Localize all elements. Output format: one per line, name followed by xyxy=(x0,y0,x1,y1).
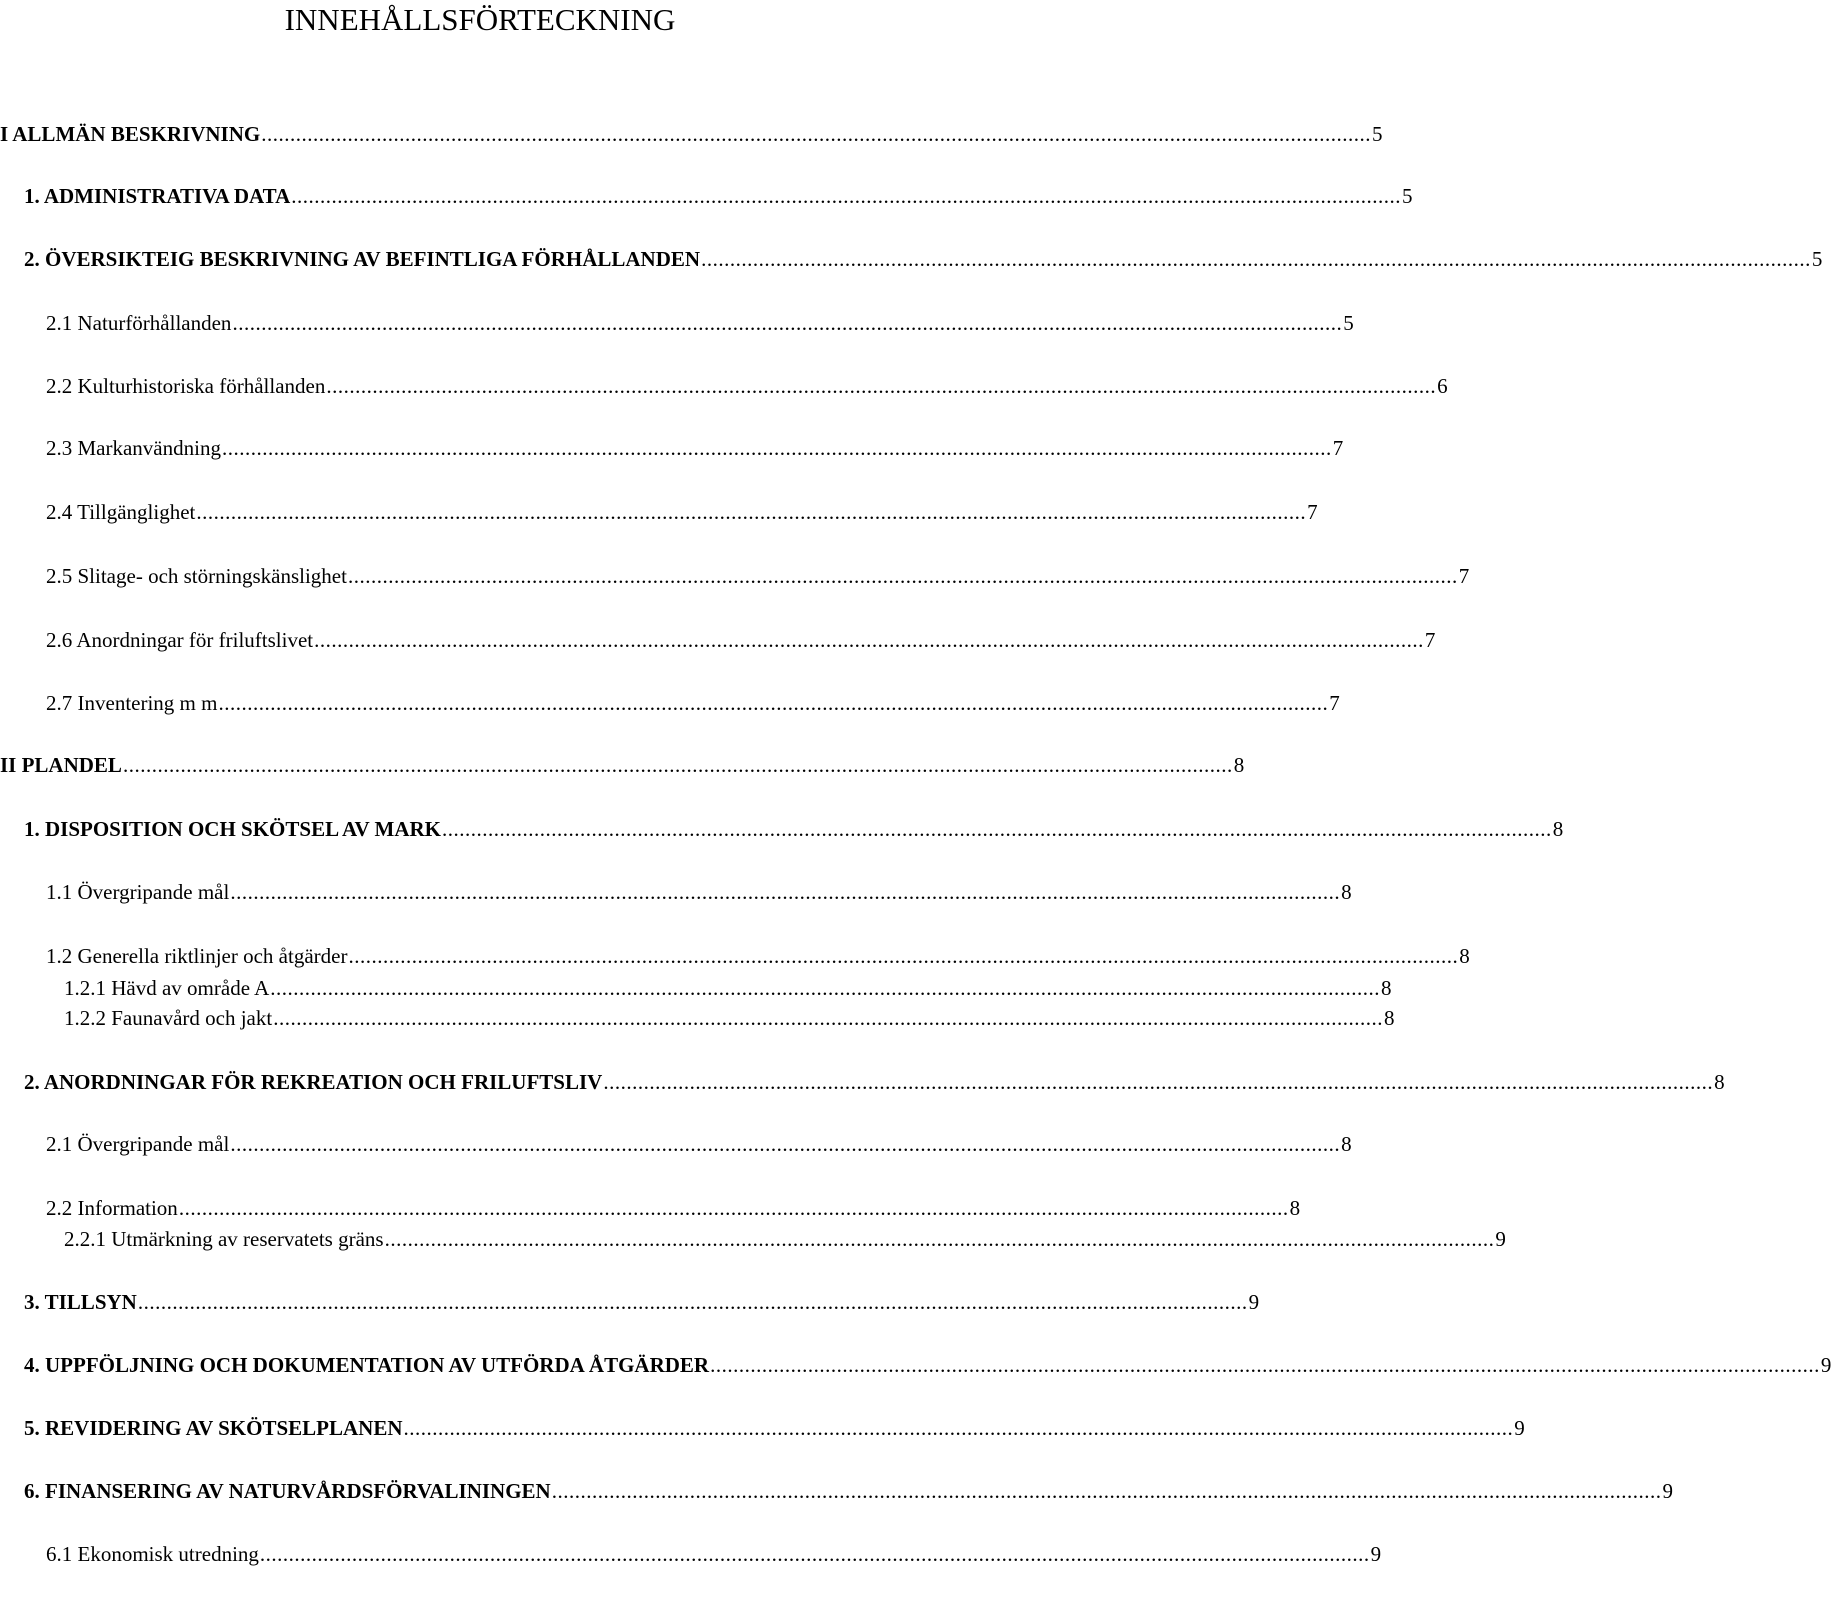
toc-entry-page: 7 xyxy=(1332,436,1344,460)
toc-entry[interactable] xyxy=(46,879,1352,905)
toc-entry-label: 2.2.1 Utmärkning av reservatets gräns xyxy=(64,1227,384,1251)
toc-entry[interactable] xyxy=(46,563,1470,589)
toc-entry[interactable] xyxy=(64,1226,1506,1252)
toc-entry-page: 8 xyxy=(1714,1070,1725,1094)
toc-entry-label: 1. ADMINISTRATIVA DATA xyxy=(24,184,291,208)
toc-entry-label: 2.3 Markanvändning xyxy=(46,436,221,460)
toc-entry-page: 9 xyxy=(1370,1542,1382,1566)
toc-entry-label: 6.1 Ekonomisk utredning xyxy=(46,1542,259,1566)
toc-entry-page: 5 xyxy=(1811,247,1823,271)
toc-entry[interactable] xyxy=(64,975,1392,1001)
toc-entry[interactable] xyxy=(46,373,1448,399)
toc-entry[interactable] xyxy=(24,183,1413,209)
dot-leader: ................................................................................................................................................................................................. xyxy=(442,817,1552,841)
toc-entry-label: II PLANDEL xyxy=(0,753,122,777)
toc-entry-label: 1. DISPOSITION OCH SKÖTSEL AV MARK xyxy=(24,817,442,841)
toc-entry-page: 5 xyxy=(1402,184,1413,208)
toc-entry-label: 2. ANORDNINGAR FÖR REKREATION OCH FRILUFTSLIV xyxy=(24,1070,603,1094)
page-title: INNEHÅLLSFÖRTECKNING xyxy=(284,2,676,37)
toc-entry[interactable] xyxy=(24,1478,1673,1504)
toc-entry[interactable] xyxy=(46,1195,1301,1221)
dot-leader: ................................................................................................................................................................................................. xyxy=(701,247,1811,271)
dot-leader: ................................................................................................................................................................................................. xyxy=(384,1227,1495,1251)
dot-leader: ................................................................................................................................................................................................. xyxy=(178,1196,1289,1220)
dot-leader: ................................................................................................................................................................................................. xyxy=(218,691,1329,715)
toc-entry-label: 2.6 Anordningar för friluftslivet xyxy=(46,628,314,652)
toc-entry[interactable] xyxy=(46,690,1340,716)
toc-entry-label: 2.4 Tillgänglighet xyxy=(46,500,196,524)
dot-leader: ................................................................................................................................................................................................. xyxy=(230,1132,1341,1156)
toc-entry-page: 7 xyxy=(1329,691,1340,715)
dot-leader: ................................................................................................................................................................................................. xyxy=(122,753,1233,777)
toc-entry-label: 1.1 Övergripande mål xyxy=(46,880,230,904)
toc-entry-label: 2.7 Inventering m m xyxy=(46,691,218,715)
toc-entry-page: 8 xyxy=(1341,880,1352,904)
toc-entry[interactable] xyxy=(64,1005,1395,1031)
toc-entry-page: 8 xyxy=(1289,1196,1301,1220)
toc-entry[interactable] xyxy=(46,435,1344,461)
toc-entry[interactable] xyxy=(24,246,1823,272)
toc-entry[interactable] xyxy=(24,1352,1831,1378)
toc-entry[interactable] xyxy=(0,752,1245,778)
toc-entry-page: 7 xyxy=(1458,564,1470,588)
dot-leader: ................................................................................................................................................................................................. xyxy=(259,1542,1370,1566)
dot-leader: ................................................................................................................................................................................................. xyxy=(326,374,1437,398)
dot-leader: ................................................................................................................................................................................................. xyxy=(347,564,1458,588)
toc-entry[interactable] xyxy=(46,310,1354,336)
toc-entry[interactable] xyxy=(24,1415,1525,1441)
toc-entry[interactable] xyxy=(0,121,1383,147)
dot-leader: ................................................................................................................................................................................................. xyxy=(137,1290,1248,1314)
dot-leader: ................................................................................................................................................................................................. xyxy=(230,880,1341,904)
toc-entry-page: 6 xyxy=(1437,374,1448,398)
toc-entry-label: 6. FINANSERING AV NATURVÅRDSFÖRVALININGEN xyxy=(24,1479,551,1503)
toc-entry-page: 5 xyxy=(1371,122,1383,146)
dot-leader: ................................................................................................................................................................................................. xyxy=(291,184,1401,208)
dot-leader: ................................................................................................................................................................................................. xyxy=(196,500,1307,524)
toc-entry-label: I ALLMÄN BESKRIVNING xyxy=(0,122,261,146)
toc-entry-page: 9 xyxy=(1820,1353,1831,1377)
toc-entry[interactable] xyxy=(46,1131,1352,1157)
toc-entry-page: 9 xyxy=(1495,1227,1506,1251)
toc-entry-label: 2.1 Övergripande mål xyxy=(46,1132,230,1156)
toc-entry[interactable] xyxy=(24,1069,1725,1095)
toc-entry-label: 1.2 Generella riktlinjer och åtgärder xyxy=(46,944,348,968)
toc-entry-page: 9 xyxy=(1514,1416,1525,1440)
dot-leader: ................................................................................................................................................................................................. xyxy=(603,1070,1714,1094)
toc-entry[interactable] xyxy=(46,943,1470,969)
toc-entry-label: 4. UPPFÖLJNING OCH DOKUMENTATION AV UTFÖRDA ÅTGÄRDER xyxy=(24,1353,710,1377)
dot-leader: ................................................................................................................................................................................................. xyxy=(273,1006,1383,1030)
toc-entry-label: 2. ÖVERSIKTEIG BESKRIVNING AV BEFINTLIGA FÖRHÅLLANDEN xyxy=(24,247,701,271)
dot-leader: ................................................................................................................................................................................................. xyxy=(232,311,1343,335)
dot-leader: ................................................................................................................................................................................................. xyxy=(261,122,1371,146)
dot-leader: ................................................................................................................................................................................................. xyxy=(403,1416,1514,1440)
toc-entry-label: 1.2.2 Faunavård och jakt xyxy=(64,1006,273,1030)
dot-leader: ................................................................................................................................................................................................. xyxy=(314,628,1424,652)
toc-entry-page: 9 xyxy=(1248,1290,1260,1314)
toc-entry-page: 8 xyxy=(1383,1006,1395,1030)
toc-entry-page: 8 xyxy=(1233,753,1245,777)
toc-entry-page: 9 xyxy=(1662,1479,1673,1503)
dot-leader: ................................................................................................................................................................................................. xyxy=(551,1479,1662,1503)
toc-entry[interactable] xyxy=(24,816,1564,842)
toc-entry-label: 5. REVIDERING AV SKÖTSELPLANEN xyxy=(24,1416,403,1440)
toc-entry-label: 2.5 Slitage- och störningskänslighet xyxy=(46,564,347,588)
dot-leader: ................................................................................................................................................................................................. xyxy=(710,1353,1820,1377)
toc-entry-label: 2.1 Naturförhållanden xyxy=(46,311,232,335)
toc-entry-page: 8 xyxy=(1381,976,1392,1000)
toc-entry[interactable] xyxy=(24,1289,1260,1315)
toc-entry-page: 8 xyxy=(1552,817,1564,841)
toc-entry-page: 5 xyxy=(1343,311,1354,335)
dot-leader: ................................................................................................................................................................................................. xyxy=(348,944,1459,968)
dot-leader: ................................................................................................................................................................................................. xyxy=(221,436,1332,460)
toc-entry-label: 3. TILLSYN xyxy=(24,1290,137,1314)
toc-entry-page: 7 xyxy=(1307,500,1318,524)
dot-leader: ................................................................................................................................................................................................. xyxy=(270,976,1381,1000)
toc-entry-label: 2.2 Kulturhistoriska förhållanden xyxy=(46,374,326,398)
toc-entry[interactable] xyxy=(46,499,1318,525)
toc-entry-page: 8 xyxy=(1459,944,1470,968)
toc-entry-page: 8 xyxy=(1341,1132,1352,1156)
toc-entry-page: 7 xyxy=(1424,628,1436,652)
toc-entry[interactable] xyxy=(46,1541,1382,1567)
toc-entry-label: 1.2.1 Hävd av område A xyxy=(64,976,270,1000)
toc-entry-label: 2.2 Information xyxy=(46,1196,178,1220)
toc-entry[interactable] xyxy=(46,627,1436,653)
